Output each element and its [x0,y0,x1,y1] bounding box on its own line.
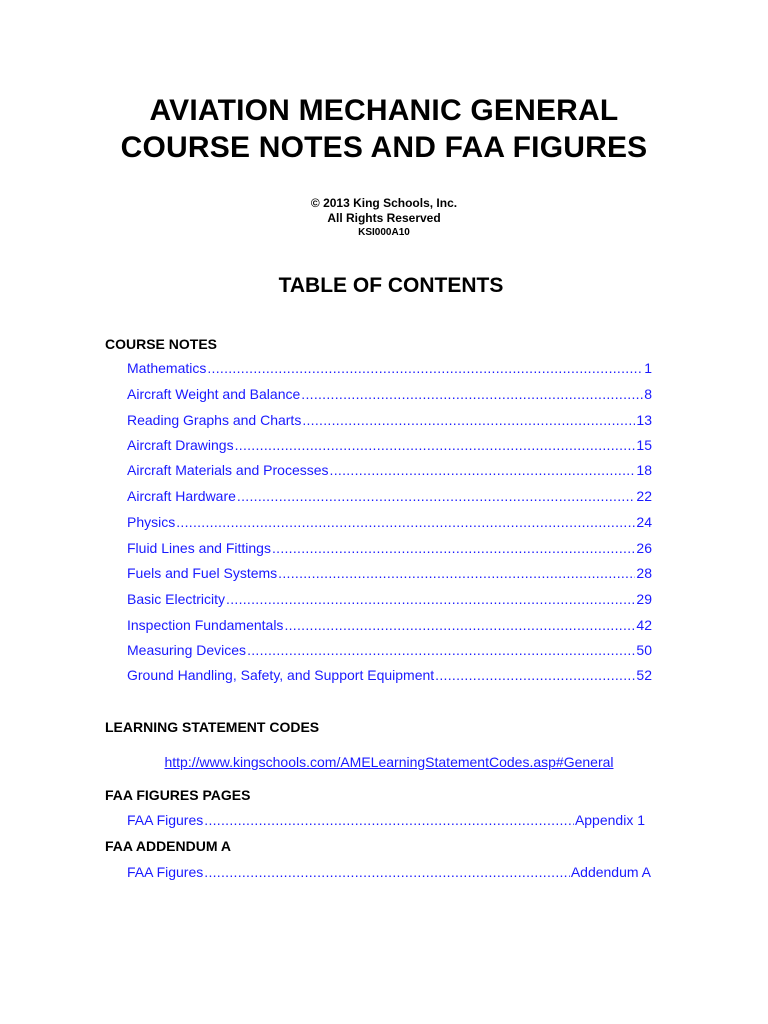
dot-leader [284,615,635,635]
faa-figures-heading: FAA FIGURES PAGES [105,787,251,803]
toc-entry-ground-handling[interactable] [127,665,652,685]
dot-leader [301,384,643,404]
toc-entry-page: Addendum A [570,864,651,880]
toc-entry-graphs-charts[interactable] [127,410,652,430]
toc-entry-page: 42 [636,617,652,633]
toc-entry-inspection-fundamentals[interactable] [127,615,652,635]
toc-entry-fluid-lines[interactable] [127,538,652,558]
toc-entry-label: Inspection Fundamentals [127,617,284,633]
toc-entry-page: 13 [636,412,652,428]
toc-entry-label: FAA Figures [127,864,204,880]
dot-leader [176,512,635,532]
toc-entry-materials-processes[interactable] [127,460,652,480]
toc-entry-page: 29 [636,591,652,607]
copyright-text: © 2013 King Schools, Inc. [310,196,458,210]
toc-entry-faa-addendum[interactable] [127,862,651,882]
toc-entry-weight-balance[interactable] [127,384,652,404]
copyright-block [0,196,768,240]
toc-entry-label: Fluid Lines and Fittings [127,540,271,556]
learning-codes-link-row [0,752,768,772]
toc-entry-page: 1 [644,360,652,376]
toc-entry-label: Ground Handling, Safety, and Support Equipment [127,667,435,683]
toc-entry-page: 15 [636,437,652,453]
course-notes-heading: COURSE NOTES [105,336,218,352]
toc-entry-aircraft-drawings[interactable] [127,435,652,455]
dot-leader [207,358,643,378]
toc-entry-page: 52 [636,667,652,683]
toc-entry-label: Measuring Devices [127,642,247,658]
toc-entry-physics[interactable] [127,512,652,532]
learning-codes-heading: LEARNING STATEMENT CODES [105,719,320,735]
toc-entry-page: 50 [636,642,652,658]
dot-leader [204,862,570,882]
toc-entry-page: 26 [636,540,652,556]
toc-title: TABLE OF CONTENTS [278,274,504,297]
toc-entry-label: Aircraft Drawings [127,437,234,453]
document-title [0,92,768,166]
toc-entry-page: Appendix 1 [574,812,645,828]
rights-text: All Rights Reserved [327,211,441,225]
toc-entry-label: Aircraft Hardware [127,488,236,504]
title-line-1: AVIATION MECHANIC GENERAL [149,94,619,127]
toc-entry-measuring-devices[interactable] [127,640,652,660]
dot-leader [226,589,635,609]
toc-entry-fuel-systems[interactable] [127,563,652,583]
toc-entry-label: Aircraft Materials and Processes [127,462,329,478]
toc-entry-page: 24 [636,514,652,530]
toc-entry-page: 18 [636,462,652,478]
dot-leader [204,810,574,830]
toc-entry-label: Aircraft Weight and Balance [127,386,301,402]
title-line-2: COURSE NOTES AND FAA FIGURES [120,131,648,164]
toc-entry-faa-figures[interactable] [127,810,645,830]
dot-leader [272,538,635,558]
toc-entry-page: 22 [636,488,652,504]
toc-entry-mathematics[interactable] [127,358,652,378]
toc-entry-label: Mathematics [127,360,207,376]
faa-addendum-heading: FAA ADDENDUM A [105,838,231,854]
toc-entry-label: Reading Graphs and Charts [127,412,302,428]
dot-leader [435,665,635,685]
toc-entry-aircraft-hardware[interactable] [127,486,652,506]
dot-leader [237,486,636,506]
toc-entry-label: Fuels and Fuel Systems [127,565,278,581]
toc-entry-label: FAA Figures [127,812,204,828]
toc-entry-label: Basic Electricity [127,591,226,607]
dot-leader [247,640,635,660]
document-code: KSI000A10 [358,227,410,238]
toc-entry-page: 28 [636,565,652,581]
toc-entry-basic-electricity[interactable] [127,589,652,609]
learning-codes-link[interactable]: http://www.kingschools.com/AMELearningStatementCodes.asp#General [164,754,614,770]
dot-leader [235,435,636,455]
dot-leader [330,460,636,480]
dot-leader [278,563,635,583]
dot-leader [302,410,635,430]
toc-entry-label: Physics [127,514,176,530]
toc-entry-page: 8 [644,386,652,402]
